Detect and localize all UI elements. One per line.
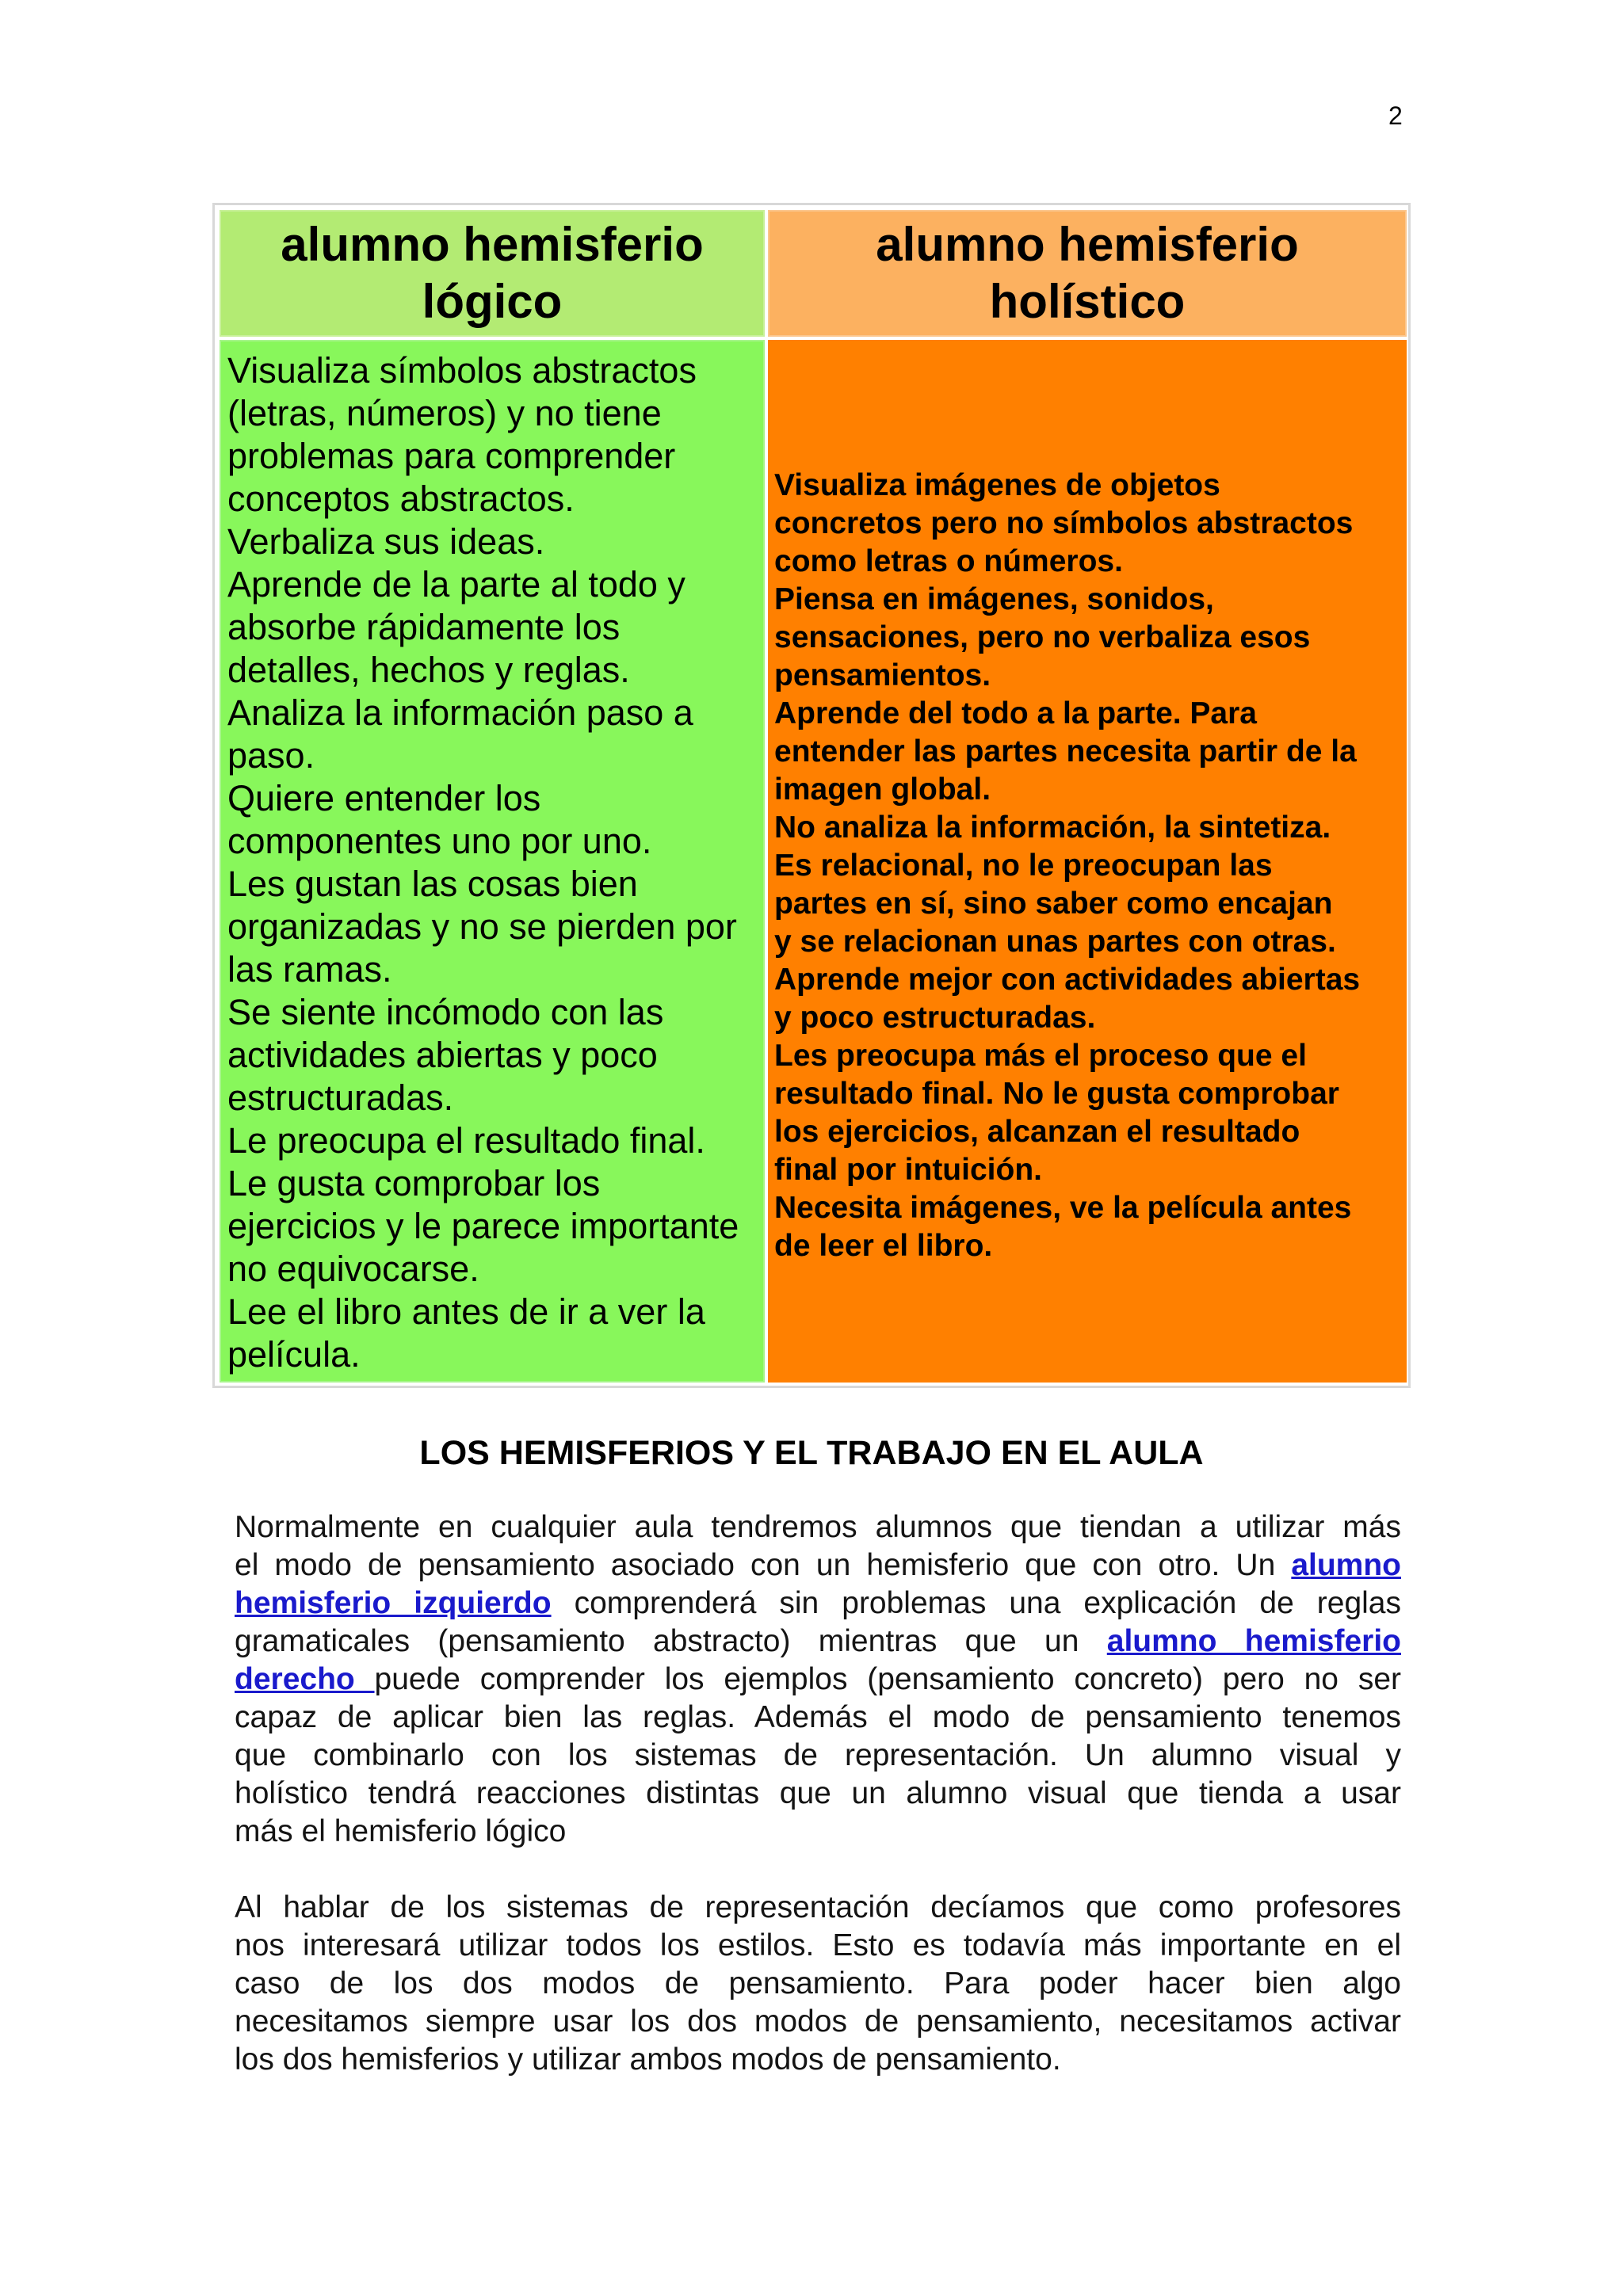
paragraph-representation-systems (235, 1889, 1401, 2079)
trait-line: los ejercicios, alcanzan el resultado (774, 1115, 1300, 1149)
trait-line: y poco estructuradas. (774, 1001, 1096, 1035)
trait-line: sensaciones, pero no verbaliza esos (774, 620, 1311, 654)
right-hemisphere-student-link-cont[interactable]: derecho (235, 1662, 375, 1696)
trait-line: final por intuición. (774, 1153, 1042, 1187)
trait-line: actividades abiertas y poco (227, 1035, 658, 1075)
trait-line: conceptos abstractos. (227, 479, 575, 519)
trait-line: imagen global. (774, 772, 991, 807)
trait-line: y se relacionan unas partes con otras. (774, 925, 1336, 959)
trait-line: las ramas. (227, 949, 392, 990)
header-holistic-student (768, 210, 1407, 337)
trait-line: película. (227, 1334, 361, 1375)
paragraph-hemispheres-classroom (235, 1508, 1401, 1851)
header-line: alumno hemisferio (281, 218, 704, 271)
trait-line: Aprende mejor con actividades abiertas (774, 963, 1361, 997)
paragraph-line (235, 1623, 1401, 1661)
trait-line: Aprende de la parte al todo y (227, 564, 685, 605)
paragraph-line: que combinarlo con los sistemas de representación. Un alumno visual y (235, 1738, 1401, 1772)
paragraph-line: los dos hemisferios y utilizar ambos modos de pensamiento. (235, 2042, 1061, 2077)
paragraph-line: holístico tendrá reacciones distintas que un alumno visual que tienda a usar (235, 1776, 1401, 1810)
trait-line: absorbe rápidamente los (227, 607, 621, 647)
section-heading: LOS HEMISFERIOS Y EL TRABAJO EN EL AULA (419, 1434, 1204, 1472)
trait-line: No analiza la información, la sintetiza. (774, 810, 1331, 845)
paragraph-line (235, 1585, 1401, 1623)
page-number: 2 (1388, 101, 1403, 130)
trait-line: como letras o números. (774, 544, 1123, 578)
trait-line: problemas para comprender (227, 436, 676, 476)
trait-line: Visualiza símbolos abstractos (227, 350, 697, 391)
trait-line: Les preocupa más el proceso que el (774, 1039, 1307, 1073)
trait-line: componentes uno por uno. (227, 821, 652, 861)
trait-line: Les gustan las cosas bien (227, 864, 638, 904)
trait-line: concretos pero no símbolos abstractos (774, 506, 1354, 540)
trait-line: detalles, hechos y reglas. (227, 650, 630, 690)
trait-line: de leer el libro. (774, 1229, 993, 1263)
paragraph-line: más el hemisferio lógico (235, 1814, 567, 1848)
paragraph-line: nos interesará utilizar todos los estilos. Esto es todavía más importante en el (235, 1928, 1401, 1962)
trait-line: Lee el libro antes de ir a ver la (227, 1291, 705, 1332)
trait-line: pensamientos. (774, 658, 991, 692)
paragraph-line: necesitamos siempre usar los dos modos de pensamiento, necesitamos activar (235, 2004, 1401, 2039)
header-line: holístico (989, 275, 1186, 328)
header-line: alumno hemisferio (876, 218, 1299, 271)
trait-line: no equivocarse. (227, 1249, 479, 1289)
trait-line: estructuradas. (227, 1077, 454, 1118)
trait-line: Analiza la información paso a (227, 692, 693, 733)
trait-line: partes en sí, sino saber como encajan (774, 887, 1333, 921)
text-run: comprenderá sin problemas una explicación de reglas (551, 1586, 1401, 1620)
trait-line: Quiere entender los (227, 778, 541, 818)
paragraph-line: Al hablar de los sistemas de representación decíamos que como profesores (235, 1890, 1401, 1924)
logical-traits-cell (220, 340, 765, 1383)
trait-line: Le preocupa el resultado final. (227, 1120, 705, 1161)
trait-line: Piensa en imágenes, sonidos, (774, 582, 1214, 616)
trait-line: Se siente incómodo con las (227, 992, 664, 1032)
right-hemisphere-student-link[interactable]: alumno hemisferio (1106, 1624, 1401, 1658)
text-run: gramaticales (pensamiento abstracto) mientras que un (235, 1624, 1107, 1658)
trait-line: resultado final. No le gusta comprobar (774, 1077, 1339, 1111)
text-run: puede comprender los ejemplos (pensamiento concreto) pero no ser (374, 1662, 1401, 1696)
trait-line: Es relacional, no le preocupan las (774, 849, 1273, 883)
trait-line: paso. (227, 735, 315, 776)
trait-line: Verbaliza sus ideas. (227, 521, 545, 562)
trait-line: Le gusta comprobar los (227, 1163, 601, 1203)
paragraph-line: Normalmente en cualquier aula tendremos alumnos que tiendan a utilizar más (235, 1510, 1401, 1544)
paragraph-line (235, 1547, 1401, 1585)
trait-line: organizadas y no se pierden por (227, 906, 737, 947)
trait-line: ejercicios y le parece importante (227, 1206, 739, 1246)
comparison-table (212, 203, 1411, 1388)
trait-line: (letras, números) y no tiene (227, 393, 662, 433)
paragraph-line: caso de los dos modos de pensamiento. Para poder hacer bien algo (235, 1966, 1401, 2000)
paragraph-line (235, 1661, 1401, 1699)
trait-line: Visualiza imágenes de objetos (774, 468, 1220, 502)
left-hemisphere-student-link[interactable]: alumno (1291, 1548, 1401, 1582)
text-run: el modo de pensamiento asociado con un hemisferio que con otro. Un (235, 1548, 1292, 1582)
left-hemisphere-student-link-cont[interactable]: hemisferio izquierdo (235, 1586, 552, 1620)
trait-line: entender las partes necesita partir de la (774, 734, 1357, 769)
paragraph-line: capaz de aplicar bien las reglas. Además el modo de pensamiento tenemos (235, 1700, 1401, 1734)
header-line: lógico (422, 275, 563, 328)
trait-line: Necesita imágenes, ve la película antes (774, 1191, 1352, 1225)
trait-line: Aprende del todo a la parte. Para (774, 696, 1257, 730)
holistic-traits-cell (768, 340, 1407, 1383)
header-logical-student (220, 210, 765, 337)
